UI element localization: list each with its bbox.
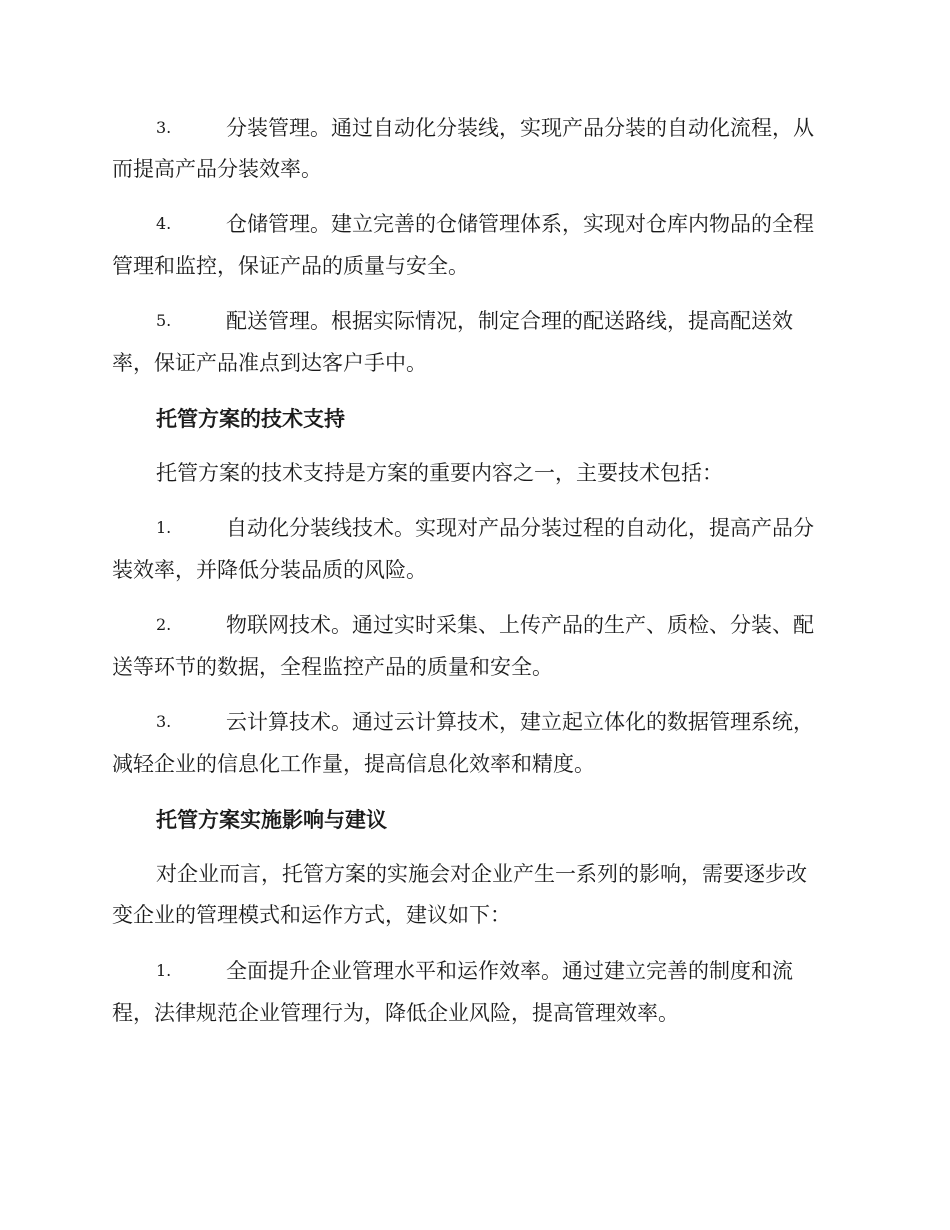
list-item-text: 仓储管理。建立完善的仓储管理体系，实现对仓库内物品的全程 — [226, 212, 814, 236]
list-item-number: 3. — [156, 712, 172, 731]
list-item-number: 1. — [156, 518, 172, 537]
list-item-text: 物联网技术。通过实时采集、上传产品的生产、质检、分装、配 — [226, 613, 814, 637]
list-item-number: 5. — [156, 311, 172, 330]
list-item-text-continuation: 装效率，并降低分装品质的风险。 — [112, 558, 427, 582]
list-item-text-continuation: 管理和监控，保证产品的质量与安全。 — [112, 254, 469, 278]
list-item-text-continuation: 率，保证产品准点到达客户手中。 — [112, 351, 427, 375]
list-item-text: 自动化分装线技术。实现对产品分装过程的自动化，提高产品分 — [226, 516, 814, 540]
section-heading: 托管方案实施影响与建议 — [156, 807, 387, 832]
paragraph-text-continuation: 变企业的管理模式和运作方式，建议如下： — [112, 903, 511, 927]
list-item-text-continuation: 送等环节的数据，全程监控产品的质量和安全。 — [112, 655, 553, 679]
list-item-number: 2. — [156, 615, 172, 634]
list-item-text-continuation: 而提高产品分装效率。 — [112, 157, 322, 181]
list-item-text: 分装管理。通过自动化分装线，实现产品分装的自动化流程，从 — [226, 116, 814, 140]
list-item-number: 3. — [156, 118, 172, 137]
list-item-text: 全面提升企业管理水平和运作效率。通过建立完善的制度和流 — [226, 959, 793, 983]
paragraph-text: 对企业而言，托管方案的实施会对企业产生一系列的影响，需要逐步改 — [156, 862, 807, 886]
list-item-text-continuation: 程，法律规范企业管理行为，降低企业风险，提高管理效率。 — [112, 1001, 679, 1025]
list-item-text: 云计算技术。通过云计算技术，建立起立体化的数据管理系统， — [226, 710, 814, 734]
section-heading: 托管方案的技术支持 — [156, 406, 345, 431]
list-item-number: 4. — [156, 214, 172, 233]
list-item-text: 配送管理。根据实际情况，制定合理的配送路线，提高配送效 — [226, 309, 793, 333]
list-item-text-continuation: 减轻企业的信息化工作量，提高信息化效率和精度。 — [112, 752, 595, 776]
list-item-number: 1. — [156, 961, 172, 980]
paragraph-text: 托管方案的技术支持是方案的重要内容之一，主要技术包括： — [156, 461, 723, 485]
